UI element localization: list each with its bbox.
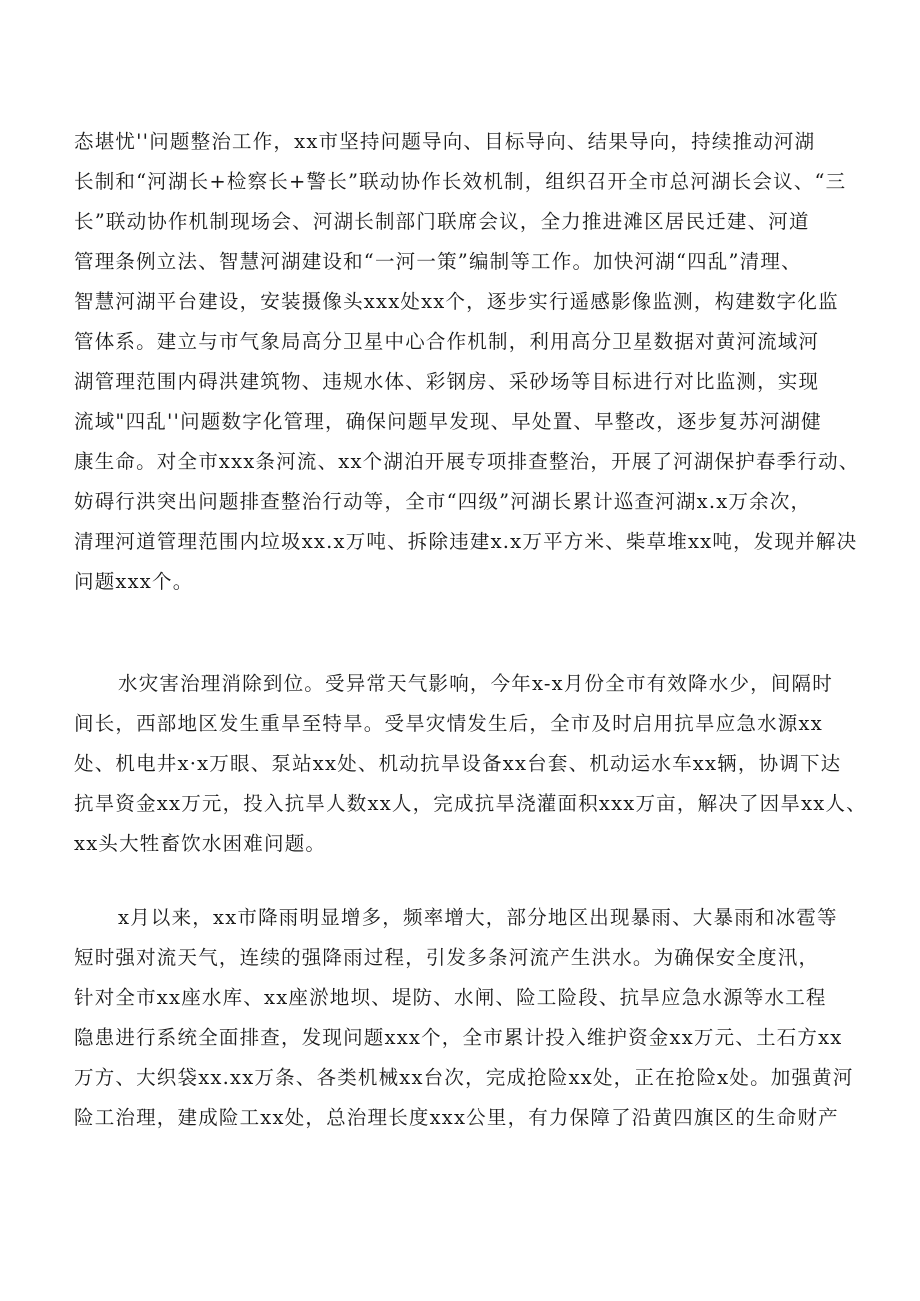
text-line: 长”联动协作机制现场会、河湖长制部门联席会议，全力推进滩区居民迁建、河道 bbox=[74, 210, 810, 233]
text-line: 智慧河湖平台建设，安装摄像头xxx处xx个，逐步实行遥感影像监测，构建数字化监 bbox=[74, 290, 839, 313]
text-line: 管理条例立法、智慧河湖建设和“一河一策”编制等工作。加快河湖“四乱”清理、 bbox=[74, 250, 802, 273]
text-line: 妨碍行洪突出问题排查整治行动等，全市“四级”河湖长累计巡查河湖x.x万余次， bbox=[74, 490, 812, 513]
text-line: 流域"四乱''问题数字化管理，确保问题早发现、早处置、早整改，逐步复苏河湖健 bbox=[74, 410, 822, 433]
text-line: 隐患进行系统全面排查，发现问题xxx个，全市累计投入维护资金xx万元、土石方xx bbox=[74, 1026, 843, 1049]
text-line: 管体系。建立与市气象局高分卫星中心合作机制，利用高分卫星数据对黄河流域河 bbox=[74, 330, 820, 353]
text-line: 康生命。对全市xxx条河流、xx个湖泊开展专项排查整治，开展了河湖保护春季行动、 bbox=[74, 450, 860, 473]
text-line: 抗旱资金xx万元，投入抗旱人数xx人，完成抗旱浇灌面积xxx万亩，解决了因旱xx人、 bbox=[74, 792, 867, 815]
paragraph-river-lake-governance bbox=[74, 122, 874, 602]
text-line: 长制和“河湖长+检察长+警长”联动协作长效机制，组织召开全市总河湖长会议、“三 bbox=[74, 170, 847, 193]
text-line: xx头大牲畜饮水困难问题。 bbox=[74, 832, 327, 855]
text-line: 针对全市xx座水库、xx座淤地坝、堤防、水闸、险工险段、抗旱应急水源等水工程 bbox=[74, 986, 827, 1009]
paragraph-drought-disaster bbox=[74, 664, 874, 864]
text-line: 态堪忧''问题整治工作，xx市坚持问题导向、目标导向、结果导向，持续推动河湖 bbox=[74, 130, 816, 153]
text-line: 险工治理，建成险工xx处，总治理长度xxx公里，有力保障了沿黄四旗区的生命财产 bbox=[74, 1106, 839, 1129]
text-line: 清理河道管理范围内垃圾xx.x万吨、拆除违建x.x万平方米、柴草堆xx吨，发现并解决 bbox=[74, 530, 858, 553]
text-line: 间长，西部地区发生重旱至特旱。受旱灾情发生后，全市及时启用抗旱应急水源xx bbox=[74, 712, 823, 735]
text-line: x月以来，xx市降雨明显增多，频率增大，部分地区出现暴雨、大暴雨和冰雹等 bbox=[118, 906, 838, 929]
text-line: 处、机电井x·x万眼、泵站xx处、机动抗旱设备xx台套、机动运水车xx辆，协调下达 bbox=[74, 752, 842, 775]
text-line: 问题xxx个。 bbox=[74, 570, 194, 593]
text-line: 万方、大织袋xx.xx万条、各类机械xx台次，完成抢险xx处，正在抢险x处。加强黄河 bbox=[74, 1066, 854, 1089]
paragraph-flood-control bbox=[74, 898, 874, 1138]
text-line: 湖管理范围内碍洪建筑物、违规水体、彩钢房、采砂场等目标进行对比监测，实现 bbox=[74, 370, 820, 393]
text-line: 水灾害治理消除到位。受异常天气影响，今年x-x月份全市有效降水少，间隔时 bbox=[118, 672, 833, 695]
text-line: 短时强对流天气，连续的强降雨过程，引发多条河流产生洪水。为确保安全度汛， bbox=[74, 946, 820, 969]
